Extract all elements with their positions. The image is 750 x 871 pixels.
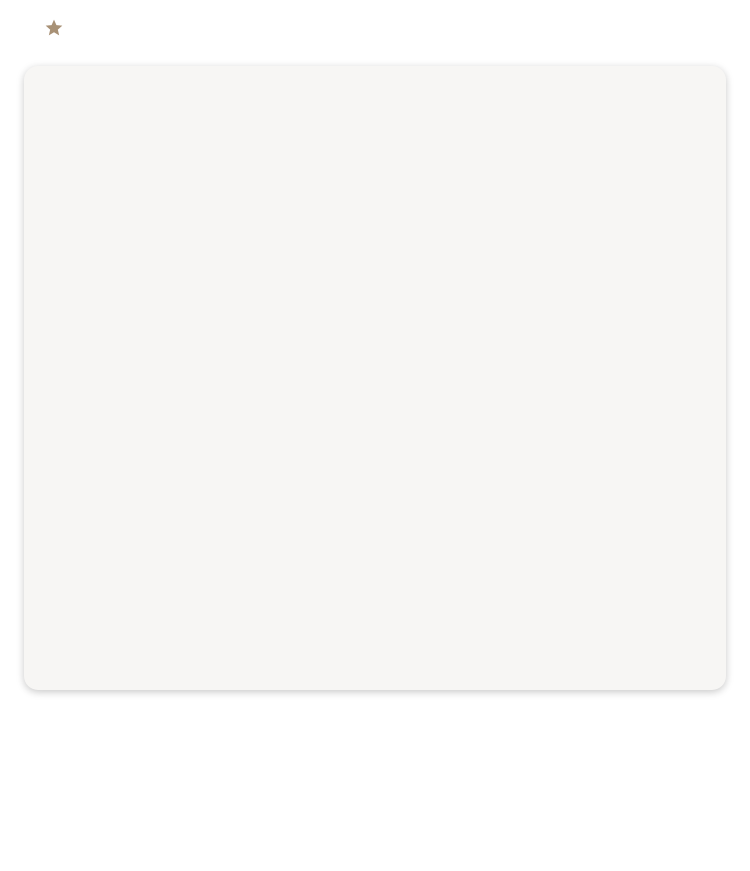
size-table-card: [24, 66, 726, 690]
section-header: [44, 10, 82, 46]
star-icon: [44, 18, 64, 38]
